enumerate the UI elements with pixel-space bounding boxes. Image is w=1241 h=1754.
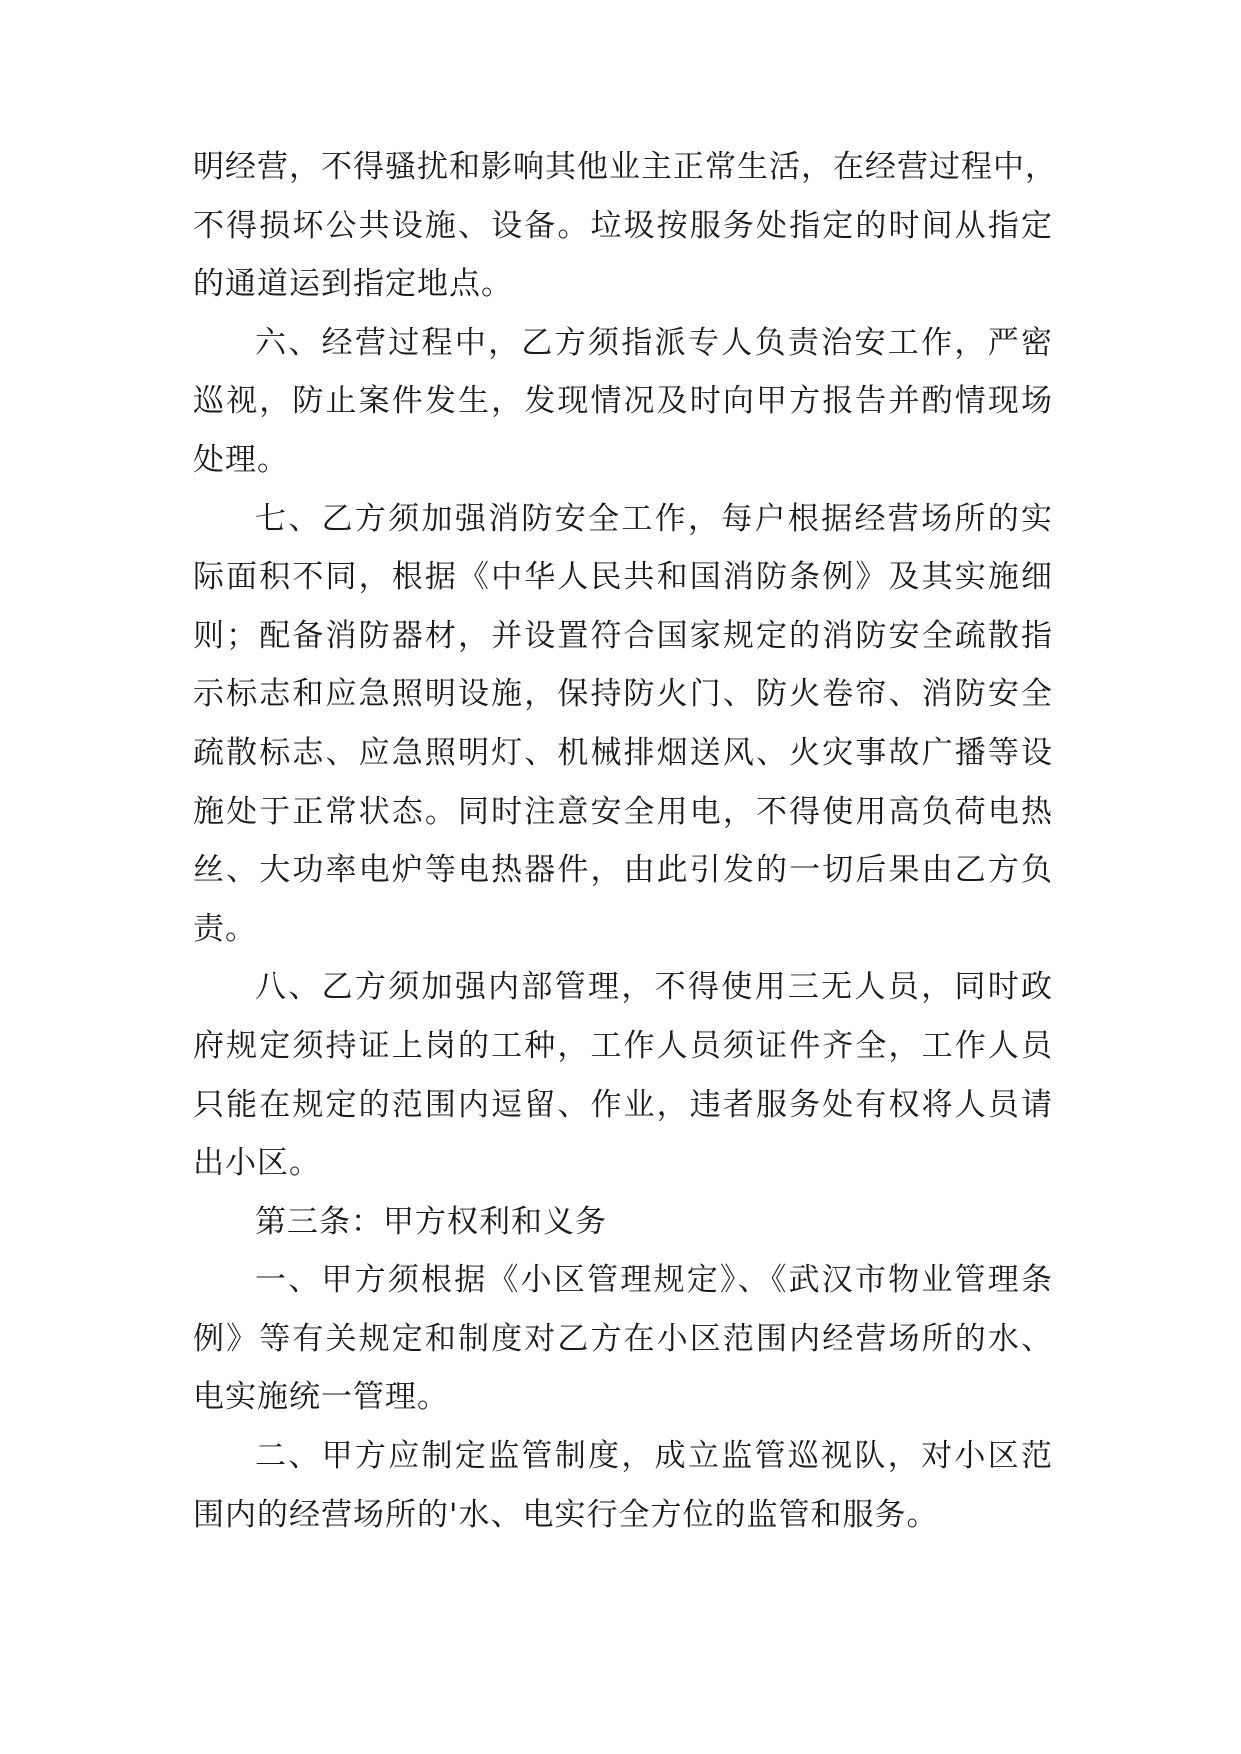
text-line: 二、甲方应制定监管制度，成立监管巡视队，对小区范	[255, 1438, 1053, 1475]
text-line: 只能在规定的范围内逗留、作业，违者服务处有权将人员请	[193, 1086, 1053, 1123]
text-line: 八、乙方须加强内部管理，不得使用三无人员，同时政	[255, 969, 1053, 1006]
text-line: 丝、大功率电炉等电热器件，由此引发的一切后果由乙方负	[193, 852, 1053, 889]
text-line: 出小区。	[193, 1145, 321, 1182]
text-line: 际面积不同，根据《中华人民共和国消防条例》及其实施细	[193, 559, 1053, 596]
text-line: 的通道运到指定地点。	[193, 266, 513, 303]
text-line: 责。	[193, 910, 257, 947]
text-line: 不得损坏公共设施、设备。垃圾按服务处指定的时间从指定	[193, 207, 1053, 244]
text-line: 施处于正常状态。同时注意安全用电，不得使用高负荷电热	[193, 793, 1053, 830]
text-line: 巡视，防止案件发生，发现情况及时向甲方报告并酌情现场	[193, 383, 1053, 420]
text-line: 七、乙方须加强消防安全工作，每户根据经营场所的实	[255, 500, 1053, 537]
text-line: 疏散标志、应急照明灯、机械排烟送风、火灾事故广播等设	[193, 734, 1053, 771]
text-line: 示标志和应急照明设施，保持防火门、防火卷帘、消防安全	[193, 676, 1053, 713]
text-line: 例》等有关规定和制度对乙方在小区范围内经营场所的水、	[193, 1320, 1053, 1357]
document-page	[193, 138, 1057, 1544]
text-line: 六、经营过程中，乙方须指派专人负责治安工作，严密	[255, 324, 1053, 361]
text-line: 一、甲方须根据《小区管理规定》、《武汉市物业管理条	[255, 1262, 1053, 1299]
text-line: 则；配备消防器材，并设置符合国家规定的消防安全疏散指	[193, 617, 1053, 654]
text-line: 明经营，不得骚扰和影响其他业主正常生活，在经营过程中，	[193, 149, 1057, 185]
text-line: 电实施统一管理。	[193, 1379, 449, 1416]
text-line: 围内的经营场所的'水、电实行全方位的监管和服务。	[193, 1496, 939, 1533]
text-line: 府规定须持证上岗的工种，工作人员须证件齐全，工作人员	[193, 1027, 1053, 1064]
text-line: 第三条：甲方权利和义务	[255, 1203, 607, 1240]
text-line: 处理。	[193, 441, 289, 478]
